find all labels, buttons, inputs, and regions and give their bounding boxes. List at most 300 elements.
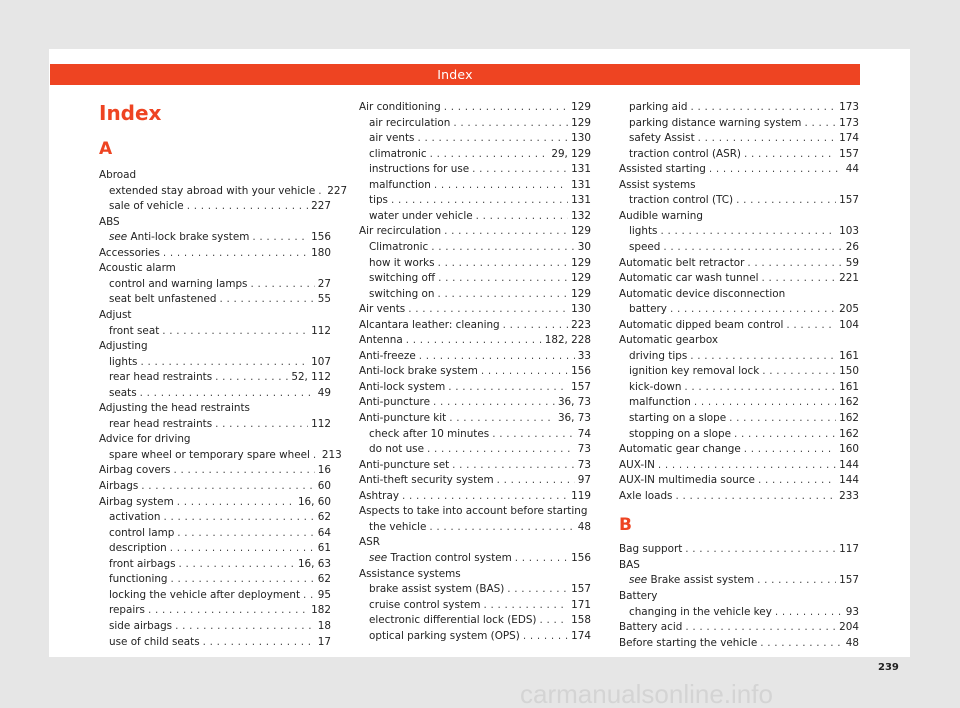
index-subentry bbox=[369, 597, 591, 613]
index-entry-term: seat belt unfastened bbox=[109, 293, 217, 306]
index-heading-entry bbox=[99, 431, 331, 447]
index-entry bbox=[359, 301, 591, 317]
index-entry-term: malfunction bbox=[629, 396, 691, 409]
index-page-ref: 27 bbox=[317, 277, 331, 290]
index-page-ref: 107 bbox=[311, 355, 331, 368]
index-subentry bbox=[629, 146, 859, 162]
index-entry-term-text: Traction control system bbox=[390, 551, 512, 564]
index-subentry bbox=[629, 363, 859, 379]
index-subentry bbox=[109, 276, 331, 292]
index-entry bbox=[359, 332, 591, 348]
index-page-ref: 150 bbox=[839, 365, 859, 378]
index-entry-term: front seat bbox=[109, 324, 160, 337]
index-page-ref: 173 bbox=[839, 101, 859, 113]
index-subentry bbox=[369, 519, 591, 535]
index-entry-term: lights bbox=[109, 355, 138, 368]
index-entry-term: spare wheel or temporary spare wheel bbox=[109, 448, 310, 461]
index-entry-term: functioning bbox=[109, 573, 168, 586]
index-subentry bbox=[369, 208, 591, 224]
dot-leader bbox=[219, 291, 314, 307]
index-entry-term: changing in the vehicle key bbox=[629, 605, 772, 618]
dot-leader bbox=[709, 161, 843, 177]
index-entry bbox=[359, 488, 591, 504]
index-page-ref: 144 bbox=[839, 474, 859, 487]
dot-leader bbox=[438, 270, 568, 286]
dot-leader bbox=[215, 416, 308, 432]
index-page-ref: 158 bbox=[571, 614, 591, 627]
index-entry bbox=[99, 478, 331, 494]
dot-leader bbox=[476, 208, 569, 224]
index-entry-term: stopping on a slope bbox=[629, 427, 731, 440]
index-entry-term: AUX-IN bbox=[619, 458, 655, 471]
index-page-ref: 117 bbox=[839, 543, 859, 556]
dot-leader bbox=[660, 223, 836, 239]
index-entry bbox=[359, 410, 591, 426]
index-page-ref: 157 bbox=[839, 574, 859, 587]
dot-leader bbox=[762, 270, 837, 286]
index-entry bbox=[619, 619, 859, 635]
index-page-ref: 174 bbox=[571, 629, 591, 642]
dot-leader bbox=[747, 255, 842, 271]
index-heading-entry bbox=[99, 167, 331, 183]
index-subentry bbox=[109, 369, 331, 385]
index-subentry bbox=[629, 239, 859, 255]
index-page-ref: 157 bbox=[571, 380, 591, 393]
index-page-ref: 162 bbox=[839, 427, 859, 440]
dot-leader bbox=[762, 363, 836, 379]
index-page-ref: 48 bbox=[577, 520, 591, 533]
dot-leader bbox=[670, 301, 836, 317]
index-page-ref: 129 bbox=[571, 287, 591, 300]
dot-leader bbox=[163, 245, 308, 261]
index-entry-term: Anti-theft security system bbox=[359, 474, 494, 487]
index-subentry bbox=[109, 447, 342, 463]
index-entry-term: Anti-puncture bbox=[359, 396, 430, 409]
index-subentry bbox=[629, 130, 859, 146]
index-entry-term: Acoustic alarm bbox=[99, 262, 176, 275]
index-subentry bbox=[629, 410, 859, 426]
index-subentry bbox=[109, 540, 331, 556]
index-subentry bbox=[629, 379, 859, 395]
index-entry bbox=[359, 394, 591, 410]
index-page-ref: 227 bbox=[311, 200, 331, 213]
dot-leader bbox=[318, 183, 324, 199]
index-entry-term: Air vents bbox=[359, 303, 406, 316]
dot-leader bbox=[685, 541, 836, 557]
index-page-ref: 18 bbox=[317, 619, 331, 632]
index-heading-entry bbox=[359, 566, 591, 582]
index-entry-term: Axle loads bbox=[619, 489, 673, 502]
dot-leader bbox=[402, 488, 568, 504]
index-entry-term-text: Anti-lock brake system bbox=[130, 231, 250, 244]
index-page-ref: 131 bbox=[571, 163, 591, 176]
index-page-ref: 162 bbox=[839, 412, 859, 424]
index-entry-term: Adjusting the head restraints bbox=[99, 402, 250, 415]
index-entry-term: switching on bbox=[369, 287, 435, 300]
index-entry-term: Adjusting bbox=[99, 340, 148, 353]
index-entry-term: Adjust bbox=[99, 308, 132, 321]
index-page-ref: 204 bbox=[839, 621, 859, 634]
index-entry-term: activation bbox=[109, 511, 161, 524]
index-page-ref: 112 bbox=[311, 324, 331, 337]
page-number: 239 bbox=[878, 662, 899, 673]
dot-leader bbox=[419, 348, 575, 364]
index-entry-term: kick-down bbox=[629, 380, 682, 393]
index-entry-term bbox=[369, 550, 512, 566]
index-subentry bbox=[369, 426, 591, 442]
index-entry-term: control and warning lamps bbox=[109, 277, 248, 290]
index-page-ref: 64 bbox=[317, 526, 331, 539]
dot-leader bbox=[163, 509, 314, 525]
index-heading-entry bbox=[99, 260, 331, 276]
dot-leader bbox=[698, 130, 836, 146]
index-entry-term: parking aid bbox=[629, 101, 688, 113]
index-subentry bbox=[109, 198, 331, 214]
dot-leader bbox=[170, 540, 315, 556]
dot-leader bbox=[313, 447, 319, 463]
dot-leader bbox=[729, 410, 836, 426]
index-page-ref: 156 bbox=[311, 231, 331, 244]
index-page-ref: 30 bbox=[577, 240, 591, 253]
index-entry bbox=[619, 472, 859, 488]
index-page-ref: 129 bbox=[571, 272, 591, 285]
index-subentry bbox=[629, 301, 859, 317]
index-entry-term: Anti-puncture kit bbox=[359, 412, 447, 424]
index-entry bbox=[359, 472, 591, 488]
index-entry bbox=[619, 255, 859, 271]
index-entry-term: rear head restraints bbox=[109, 417, 213, 430]
dot-leader bbox=[177, 525, 314, 541]
dot-leader bbox=[215, 369, 288, 385]
index-entry-term: air recirculation bbox=[369, 116, 451, 129]
index-entry-term: ASR bbox=[359, 536, 380, 549]
dot-leader bbox=[140, 354, 308, 370]
index-entry bbox=[359, 99, 591, 115]
dot-leader bbox=[690, 348, 836, 364]
dot-leader bbox=[173, 462, 314, 478]
index-entry-term: repairs bbox=[109, 604, 145, 617]
index-entry-term: lights bbox=[629, 225, 658, 238]
index-entry bbox=[619, 161, 859, 177]
dot-leader bbox=[483, 597, 568, 613]
index-entry-term: the vehicle bbox=[369, 520, 427, 533]
index-subentry bbox=[109, 602, 331, 618]
dot-leader bbox=[658, 457, 836, 473]
index-entry bbox=[619, 317, 859, 333]
index-entry-term-text: Brake assist system bbox=[650, 574, 755, 587]
dot-leader bbox=[744, 146, 836, 162]
index-entry-term: Aspects to take into account before starting bbox=[359, 505, 588, 518]
section-header-title: Index bbox=[437, 67, 473, 82]
index-page-ref: 62 bbox=[317, 511, 331, 524]
index-subentry bbox=[629, 223, 859, 239]
index-page-ref: 173 bbox=[839, 116, 859, 129]
index-page-ref: 29, 129 bbox=[551, 147, 591, 160]
index-heading-entry bbox=[99, 338, 331, 354]
index-subentry bbox=[369, 255, 591, 271]
index-entry-term: do not use bbox=[369, 443, 424, 456]
index-page-ref: 52, 112 bbox=[291, 371, 331, 384]
dot-leader bbox=[481, 363, 568, 379]
index-page-ref: 93 bbox=[845, 605, 859, 618]
index-entry bbox=[619, 441, 859, 457]
index-page-ref: 161 bbox=[839, 349, 859, 362]
dot-leader bbox=[448, 379, 568, 395]
index-heading-entry bbox=[359, 534, 591, 550]
dot-leader bbox=[523, 628, 568, 644]
index-entry-term: Anti-lock brake system bbox=[359, 365, 478, 378]
index-entry bbox=[619, 635, 859, 651]
index-subentry bbox=[369, 286, 591, 302]
index-entry-term: Assistance systems bbox=[359, 567, 461, 580]
index-entry-term: check after 10 minutes bbox=[369, 427, 490, 440]
dot-leader bbox=[804, 115, 836, 131]
index-page-ref: 62 bbox=[317, 573, 331, 586]
dot-leader bbox=[431, 239, 575, 255]
index-entry-term: battery bbox=[629, 303, 667, 316]
index-page-ref: 55 bbox=[317, 293, 331, 306]
dot-leader bbox=[685, 619, 836, 635]
dot-leader bbox=[437, 286, 568, 302]
index-entry-term: Audible warning bbox=[619, 209, 703, 222]
index-entry bbox=[619, 457, 859, 473]
dot-leader bbox=[663, 239, 842, 255]
index-entry-term: Anti-lock system bbox=[359, 380, 446, 393]
index-entry-term: Bag support bbox=[619, 543, 683, 556]
index-entry-term: Accessories bbox=[99, 246, 160, 259]
index-page-ref: 59 bbox=[845, 256, 859, 269]
index-page-ref: 157 bbox=[839, 147, 859, 160]
index-entry-term: driving tips bbox=[629, 349, 688, 362]
index-page-ref: 233 bbox=[839, 489, 859, 502]
index-heading-entry bbox=[619, 588, 859, 604]
index-page-ref: 174 bbox=[839, 132, 859, 145]
dot-leader bbox=[141, 478, 315, 494]
section-header-bar bbox=[50, 64, 860, 85]
index-subentry bbox=[109, 634, 331, 650]
dot-leader bbox=[438, 255, 569, 271]
index-entry-term: Battery acid bbox=[619, 621, 683, 634]
index-page-ref: 33 bbox=[577, 349, 591, 362]
index-page-ref: 160 bbox=[839, 443, 859, 456]
index-entry-term: Assisted starting bbox=[619, 163, 706, 176]
dot-leader bbox=[434, 177, 568, 193]
page-title: Index bbox=[99, 101, 162, 125]
index-entry-term: Alcantara leather: cleaning bbox=[359, 318, 500, 331]
index-page-ref: 180 bbox=[311, 246, 331, 259]
index-subentry bbox=[629, 192, 859, 208]
index-subentry bbox=[109, 229, 331, 245]
dot-leader bbox=[675, 488, 836, 504]
dot-leader bbox=[694, 394, 836, 410]
index-entry-term: Automatic dipped beam control bbox=[619, 318, 784, 331]
index-entry-term: Airbag system bbox=[99, 495, 174, 508]
index-page-ref: 156 bbox=[571, 551, 591, 564]
index-entry-term: BAS bbox=[619, 558, 640, 571]
index-entry bbox=[359, 317, 591, 333]
index-entry-term: Anti-puncture set bbox=[359, 458, 450, 471]
index-entry bbox=[359, 457, 591, 473]
index-subentry bbox=[369, 130, 591, 146]
index-entry bbox=[99, 245, 331, 261]
dot-leader bbox=[162, 323, 308, 339]
index-page-ref: 48 bbox=[845, 636, 859, 649]
index-page-ref: 119 bbox=[571, 489, 591, 502]
dot-leader bbox=[391, 192, 568, 208]
index-heading-entry bbox=[99, 307, 331, 323]
index-entry-term: electronic differential lock (EDS) bbox=[369, 614, 537, 627]
index-subentry bbox=[109, 354, 331, 370]
index-entry bbox=[359, 379, 591, 395]
index-entry-term: Abroad bbox=[99, 169, 137, 181]
index-entry-term: rear head restraints bbox=[109, 371, 213, 384]
index-entry-term: Before starting the vehicle bbox=[619, 636, 758, 649]
dot-leader bbox=[539, 612, 568, 628]
index-entry-term: sale of vehicle bbox=[109, 200, 184, 213]
index-heading-entry bbox=[99, 400, 331, 416]
index-entry-term: use of child seats bbox=[109, 635, 200, 648]
dot-leader bbox=[449, 410, 555, 426]
index-subentry bbox=[109, 291, 331, 307]
index-page-ref: 157 bbox=[839, 194, 859, 207]
dot-leader bbox=[430, 146, 549, 162]
index-entry bbox=[359, 348, 591, 364]
index-entry-term bbox=[109, 229, 249, 245]
index-entry-term: locking the vehicle after deployment bbox=[109, 588, 301, 601]
index-entry-term: tips bbox=[369, 194, 388, 207]
dot-leader bbox=[250, 276, 314, 292]
index-entry-term: cruise control system bbox=[369, 598, 481, 611]
index-entry-term: instructions for use bbox=[369, 163, 470, 176]
dot-leader bbox=[175, 618, 315, 634]
index-subentry bbox=[109, 618, 331, 634]
index-page-ref: 129 bbox=[571, 116, 591, 129]
index-page-ref: 223 bbox=[571, 318, 591, 331]
see-reference: see bbox=[629, 574, 648, 587]
dot-leader bbox=[179, 556, 295, 572]
dot-leader bbox=[303, 587, 315, 603]
index-subentry bbox=[369, 161, 591, 177]
index-heading-entry bbox=[619, 177, 859, 193]
index-page-ref: 49 bbox=[317, 386, 331, 399]
index-entry bbox=[359, 363, 591, 379]
dot-leader bbox=[452, 457, 575, 473]
dot-leader bbox=[177, 494, 295, 510]
index-entry-term: Advice for driving bbox=[99, 433, 191, 446]
dot-leader bbox=[252, 229, 308, 245]
index-heading-entry bbox=[619, 208, 859, 224]
index-page-ref: 61 bbox=[317, 542, 331, 555]
index-subentry bbox=[369, 146, 591, 162]
index-page-ref: 97 bbox=[577, 474, 591, 487]
index-entry bbox=[359, 223, 591, 239]
index-subentry bbox=[629, 394, 859, 410]
index-page-ref: 73 bbox=[577, 458, 591, 471]
index-page-ref: 60 bbox=[317, 480, 331, 492]
dot-leader bbox=[417, 130, 568, 146]
index-entry-term: Climatronic bbox=[369, 240, 429, 253]
dot-leader bbox=[734, 426, 836, 442]
index-entry-term: brake assist system (BAS) bbox=[369, 583, 505, 596]
index-entry-term: extended stay abroad with your vehicle bbox=[109, 184, 316, 197]
see-reference: see bbox=[369, 551, 388, 564]
dot-leader bbox=[684, 379, 836, 395]
index-heading-entry bbox=[619, 557, 859, 573]
index-page-ref: 129 bbox=[571, 101, 591, 113]
index-subentry bbox=[629, 99, 859, 115]
index-subentry bbox=[369, 441, 591, 457]
index-subentry bbox=[109, 323, 331, 339]
index-entry-term: Automatic device disconnection bbox=[619, 287, 786, 300]
index-page-ref: 74 bbox=[577, 427, 591, 440]
index-subentry bbox=[109, 587, 331, 603]
dot-leader bbox=[515, 550, 568, 566]
index-page-ref: 131 bbox=[571, 178, 591, 191]
index-page-ref: 129 bbox=[571, 256, 591, 269]
index-page-ref: 104 bbox=[839, 318, 859, 331]
index-entry-term: AUX-IN multimedia source bbox=[619, 474, 755, 487]
dot-leader bbox=[203, 634, 315, 650]
index-letter-heading: A bbox=[99, 139, 113, 159]
index-heading-entry bbox=[619, 286, 859, 302]
index-subentry bbox=[369, 177, 591, 193]
watermark: carmanualsonline.info bbox=[520, 680, 773, 708]
index-subentry bbox=[109, 571, 331, 587]
index-entry-term: ignition key removal lock bbox=[629, 365, 760, 378]
index-entry-term: speed bbox=[629, 240, 661, 253]
index-entry-term: Automatic gearbox bbox=[619, 334, 718, 347]
index-entry-term: water under vehicle bbox=[369, 209, 473, 222]
index-entry bbox=[619, 541, 859, 557]
index-entry-term: Antenna bbox=[359, 334, 403, 347]
index-entry-term: how it works bbox=[369, 256, 435, 269]
index-page-ref: 130 bbox=[571, 132, 591, 145]
index-subentry bbox=[109, 385, 331, 401]
index-entry-term: description bbox=[109, 542, 167, 555]
index-entry-term: malfunction bbox=[369, 178, 431, 191]
index-page-ref: 36, 73 bbox=[557, 412, 591, 424]
dot-leader bbox=[758, 472, 836, 488]
index-page-ref: 130 bbox=[571, 303, 591, 316]
see-reference: see bbox=[109, 231, 128, 244]
index-entry-term: Battery bbox=[619, 589, 658, 602]
index-entry-term: Ashtray bbox=[359, 489, 399, 502]
dot-leader bbox=[444, 223, 568, 239]
dot-leader bbox=[736, 192, 836, 208]
index-page-ref: 16 bbox=[317, 464, 331, 477]
index-page-ref: 26 bbox=[845, 240, 859, 253]
index-page-ref: 157 bbox=[571, 583, 591, 596]
dot-leader bbox=[492, 426, 575, 442]
index-heading-entry bbox=[99, 214, 331, 230]
dot-leader bbox=[406, 332, 542, 348]
index-entry-term: Automatic car wash tunnel bbox=[619, 272, 759, 285]
index-page-ref: 221 bbox=[839, 272, 859, 285]
index-entry-term: seats bbox=[109, 386, 137, 399]
index-subentry bbox=[109, 525, 331, 541]
index-entry-term: side airbags bbox=[109, 619, 173, 632]
dot-leader bbox=[775, 604, 843, 620]
index-subentry bbox=[629, 426, 859, 442]
dot-leader bbox=[429, 519, 574, 535]
index-page-ref: 95 bbox=[317, 588, 331, 601]
index-heading-entry bbox=[619, 332, 859, 348]
index-subentry bbox=[369, 270, 591, 286]
index-entry-term: Air conditioning bbox=[359, 101, 441, 113]
index-entry-term: Air recirculation bbox=[359, 225, 442, 238]
index-entry bbox=[99, 462, 331, 478]
index-page-ref: 144 bbox=[839, 458, 859, 471]
